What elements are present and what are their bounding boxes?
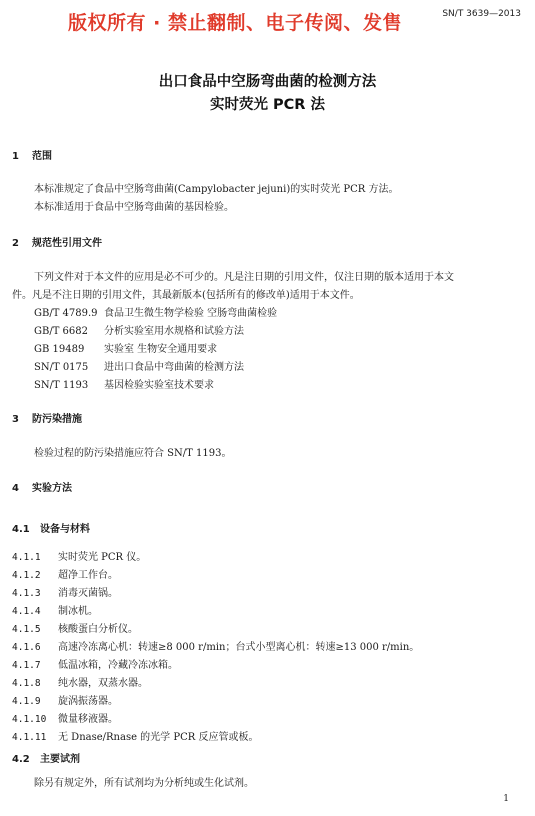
item-text: 核酸蛋白分析仪。 — [58, 624, 138, 635]
paragraph-line: 下列文件对于本文件的应用是必不可少的。凡是注日期的引用文件，仅注日期的版本适用于本文 — [34, 272, 454, 283]
item-number: 4.1.11 — [12, 732, 47, 743]
item-number: 4.1.6 — [12, 642, 41, 653]
section-number: 1 — [12, 151, 19, 162]
item-number: 4.1.10 — [12, 714, 47, 725]
item-text: 制冰机。 — [58, 606, 98, 617]
paragraph: 本标准适用于食品中空肠弯曲菌的基因检验。 — [34, 202, 234, 213]
item-number: 4.1.9 — [12, 696, 41, 707]
subsection-number: 4.2 — [12, 754, 30, 765]
document-title: 出口食品中空肠弯曲菌的检测方法 — [158, 74, 377, 90]
reference-code: SN/T 1193 — [34, 380, 89, 391]
item-text: 实时荧光 PCR 仪。 — [58, 552, 147, 563]
equipment-item — [12, 620, 138, 635]
subsection-title: 主要试剂 — [40, 754, 80, 765]
reference-item — [34, 304, 277, 319]
item-text: 旋涡振荡器。 — [58, 696, 118, 707]
reference-item — [34, 376, 214, 391]
document-subtitle: 实时荧光 PCR 法 — [209, 97, 326, 113]
reference-code: SN/T 0175 — [34, 362, 89, 373]
paragraph: 检验过程的防污染措施应符合 SN/T 1193。 — [34, 448, 232, 459]
section-1-heading — [12, 147, 52, 162]
equipment-item — [12, 566, 118, 581]
paragraph: 除另有规定外，所有试剂均为分析纯或生化试剂。 — [34, 778, 254, 789]
page-number: 1 — [503, 794, 509, 804]
reference-title: 实验室 生物安全通用要求 — [104, 344, 218, 355]
section-4-heading — [12, 479, 72, 494]
equipment-item — [12, 602, 98, 617]
item-text: 低温冰箱，冷藏冷冻冰箱。 — [58, 660, 178, 671]
item-number: 4.1.5 — [12, 624, 41, 635]
equipment-item — [12, 710, 118, 725]
reference-title: 基因检验实验室技术要求 — [104, 380, 214, 391]
reference-item — [34, 358, 244, 373]
section-title: 防污染措施 — [32, 414, 82, 425]
section-title: 规范性引用文件 — [32, 238, 102, 249]
item-number: 4.1.1 — [12, 552, 41, 563]
reference-item — [34, 340, 217, 355]
item-number: 4.1.2 — [12, 570, 41, 581]
reference-code: GB 19489 — [34, 344, 85, 355]
item-text: 微量移液器。 — [58, 714, 118, 725]
item-number: 4.1.8 — [12, 678, 41, 689]
equipment-item — [12, 692, 118, 707]
item-text: 纯水器，双蒸水器。 — [58, 678, 148, 689]
reference-title: 分析实验室用水规格和试验方法 — [104, 326, 244, 337]
equipment-item — [12, 638, 419, 653]
copyright-watermark: 版权所有 · 禁止翻制、电子传阅、发售 — [68, 12, 402, 34]
paragraph-line: 件。凡是不注日期的引用文件，其最新版本(包括所有的修改单)适用于本文件。 — [12, 290, 360, 301]
subsection-title: 设备与材料 — [40, 524, 90, 535]
item-text: 高速冷冻离心机：转速≥8 000 r/min；台式小型离心机：转速≥13 000 r/min。 — [58, 642, 420, 653]
reference-code: GB/T 6682 — [34, 326, 89, 337]
equipment-item — [12, 674, 148, 689]
reference-code: GB/T 4789.9 — [34, 308, 98, 319]
subsection-4-1-heading — [12, 520, 90, 535]
standard-number: SN/T 3639—2013 — [442, 9, 521, 19]
section-number: 2 — [12, 238, 19, 249]
item-text: 超净工作台。 — [58, 570, 118, 581]
item-number: 4.1.4 — [12, 606, 41, 617]
section-number: 3 — [12, 414, 19, 425]
section-2-heading — [12, 234, 102, 249]
equipment-item — [12, 548, 146, 563]
reference-item — [34, 322, 244, 337]
item-text: 无 Dnase/Rnase 的光学 PCR 反应管或板。 — [58, 732, 259, 743]
paragraph: 本标准规定了食品中空肠弯曲菌(Campylobacter jejuni)的实时荧光 PCR 方法。 — [34, 184, 399, 195]
section-3-heading — [12, 410, 82, 425]
equipment-item — [12, 584, 118, 599]
reference-title: 食品卫生微生物学检验 空肠弯曲菌检验 — [104, 308, 278, 319]
subsection-4-2-heading — [12, 750, 80, 765]
equipment-item — [12, 728, 258, 743]
subsection-number: 4.1 — [12, 524, 30, 535]
section-title: 实验方法 — [32, 483, 72, 494]
section-title: 范围 — [32, 151, 52, 162]
item-text: 消毒灭菌锅。 — [58, 588, 118, 599]
item-number: 4.1.3 — [12, 588, 41, 599]
equipment-item — [12, 656, 178, 671]
item-number: 4.1.7 — [12, 660, 41, 671]
reference-title: 进出口食品中弯曲菌的检测方法 — [104, 362, 244, 373]
section-number: 4 — [12, 483, 19, 494]
